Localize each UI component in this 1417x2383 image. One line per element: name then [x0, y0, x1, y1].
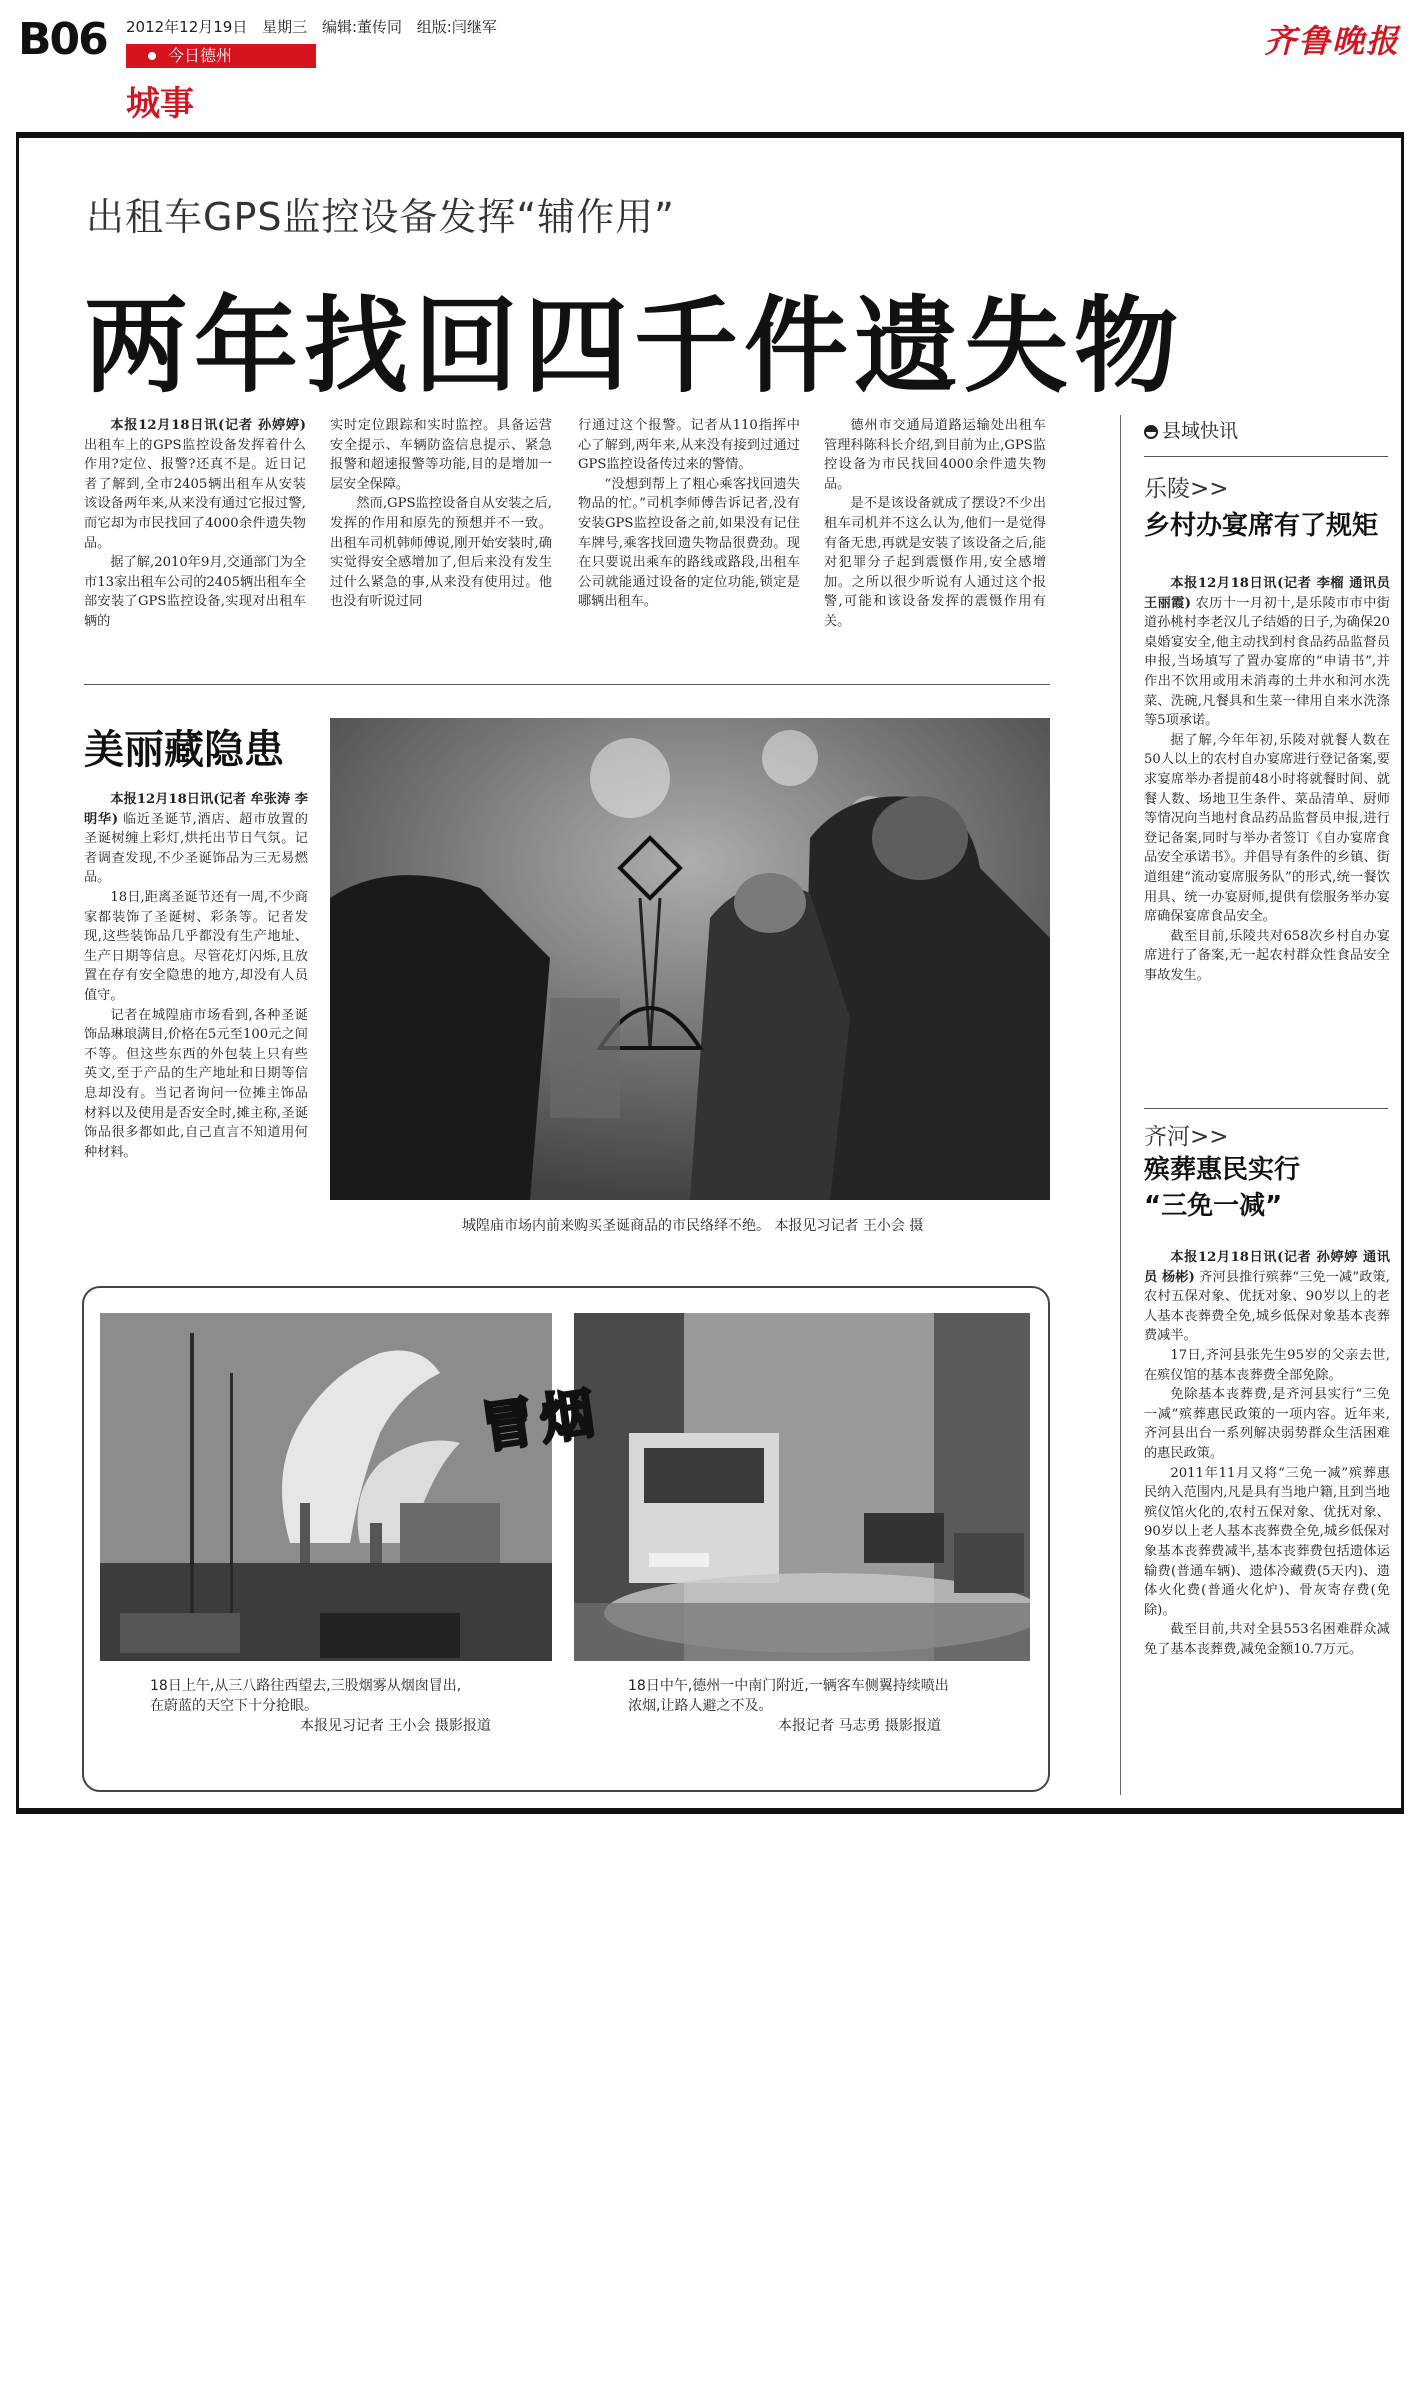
page-meta: [126, 16, 497, 37]
smoke-caption-a: [150, 1676, 491, 1736]
brief2-p3: 免除基本丧葬费,是齐河县实行“三免一减”殡葬惠民政策的一项内容。近年来,齐河县出台一系列解决弱势群众生活困难的惠民政策。: [1144, 1387, 1390, 1461]
issue-weekday: 星期三: [262, 18, 308, 36]
bus-exhaust-photo: [574, 1313, 1030, 1661]
frame-right-rule: [1401, 132, 1404, 1812]
brief1-p3: 截至目前,乐陵共对658次乡村自办宴席进行了备案,无一起农村群众性食品安全事故发生。: [1144, 928, 1390, 983]
smoke-caption-a-line1: 18日上午,从三八路往西望去,三股烟雾从烟囱冒出,: [150, 1678, 462, 1694]
main-col4-p2: 是不是该设备就成了摆设?不少出租车司机并不这么认为,他们一是觉得有备无患,再就是安装了该设备之后,能对犯罪分子起到震慑作用,安全感增加。之所以很少听说有人通过这个报警,可能和该设备发挥的震慑作用有关。: [824, 496, 1046, 629]
brief2-county: 齐河>>: [1144, 1124, 1229, 1150]
brief2-lead: 本报12月18日讯(记者 孙婷婷 通讯员 杨彬): [1144, 1250, 1390, 1285]
section-name: 城事: [126, 84, 194, 124]
main-story-bottom-rule: [84, 684, 1050, 685]
main-col2-p1: 实时定位跟踪和实时监控。具备运营安全提示、车辆防盗信息提示、紧急报警和超速报警等功能,目的是增加一层安全保障。: [330, 418, 552, 492]
main-column-1: [84, 416, 306, 632]
main-column-2: [330, 416, 552, 612]
brief2-p4: 2011年11月又将“三免一减”殡葬惠民纳入范围内,凡是具有当地户籍,且到当地殡仪馆火化的,农村五保对象、优抚对象、90岁以上老人基本丧葬费全免,城乡低保对象基本丧葬费减半,基本丧葬费包括遗体运输费(普通车辆)、遗体冷藏费(5天内)、遗体火化费(普通火化炉)、骨灰寄存费(免除)。: [1144, 1465, 1390, 1618]
main-col2-p2: 然而,GPS监控设备自从安装之后,发挥的作用和原先的预想并不一致。出租车司机韩师傅说,刚开始安装时,确实觉得安全感增加了,但后来没有发生过什么紧急的事,从来没有使用过。他也没有听说过同: [330, 496, 552, 610]
brief2-headline-line2: “三免一减”: [1144, 1191, 1283, 1221]
county-briefs-title: [1144, 416, 1238, 443]
editor-credit: 编辑:董传同: [321, 18, 402, 36]
smoke-stylized-title: 冒烟: [476, 1380, 605, 1461]
section-tab-label: 今日德州: [168, 46, 233, 65]
chimney-smoke-photo: [100, 1313, 552, 1661]
story2-title: 美丽藏隐患: [84, 727, 284, 773]
main-col1-p1: 出租车上的GPS监控设备发挥着什么作用?定位、报警?还真不是。近日记者了解到,全市2405辆出租车从安装该设备两年来,从来没有通过它报过警,而它却为市民找回了4000余件遗失物品。: [84, 437, 306, 551]
issue-date: 2012年12月19日: [126, 18, 248, 36]
story2-p2: 18日,距离圣诞节还有一周,不少商家都装饰了圣诞树、彩条等。记者发现,这些装饰品几乎都没有生产地址、生产日期等信息。尽管花灯闪烁,且放置在存有安全隐患的地方,却没有人员值守。: [84, 889, 308, 1003]
smoke-caption-a-line2: 在蔚蓝的天空下十分抢眼。: [150, 1698, 318, 1714]
main-kicker: 出租车GPS监控设备发挥“辅作用”: [86, 195, 675, 239]
main-col4-p1: 德州市交通局道路运输处出租车管理科陈科长介绍,到目前为止,GPS监控设备为市民找回4000余件遗失物品。: [824, 418, 1046, 492]
smoke-caption-b-line1: 18日中午,德州一中南门附近,一辆客车侧翼持续喷出: [628, 1678, 949, 1694]
christmas-market-photo: [330, 718, 1050, 1200]
frame-bottom-rule: [16, 1808, 1404, 1814]
briefs-title-rule: [1144, 456, 1388, 457]
frame-top-rule: [16, 132, 1404, 138]
layout-credit: 组版:闫继军: [416, 18, 497, 36]
county-briefs-title-text: 县域快讯: [1162, 420, 1239, 442]
story2-lead: 本报12月18日讯(记者 牟张涛 李明华): [84, 792, 308, 827]
bullet-icon: [148, 52, 156, 60]
page-number: B06: [18, 14, 107, 65]
main-lead: 本报12月18日讯(记者 孙婷婷): [110, 418, 306, 433]
brief2-p5: 截至目前,共对全县553名困难群众减免了基本丧葬费,减免金额10.7万元。: [1144, 1622, 1390, 1657]
section-tab: [126, 44, 316, 68]
brief-divider: [1144, 1108, 1388, 1109]
smoke-caption-b-line2: 浓烟,让路人避之不及。: [628, 1698, 773, 1714]
main-column-3: [578, 416, 800, 612]
christmas-photo-caption: 城隍庙市场内前来购买圣诞商品的市民络绎不绝。 本报见习记者 王小会 摄: [462, 1218, 924, 1234]
newspaper-brand: 齐鲁晚报: [1264, 22, 1401, 60]
main-col1-p2: 据了解,2010年9月,交通部门为全市13家出租车公司的2405辆出租车全部安装了GPS监控设备,实现对出租车辆的: [84, 555, 306, 629]
brief1-p1: 农历十一月初十,是乐陵市市中街道孙桃村李老汉儿子结婚的日子,为确保20桌婚宴安全,他主动找到村食品药品监督员申报,当场填写了置办宴席的“申请书”,并作出不饮用或用未消毒的土井水和河水洗菜、洗碗,凡餐具和生菜一律用自来水洗涤等5项承诺。: [1144, 595, 1390, 729]
brief2-p2: 17日,齐河县张先生95岁的父亲去世,在殡仪馆的基本丧葬费全部免除。: [1144, 1347, 1390, 1383]
story2-p3: 记者在城隍庙市场看到,各种圣诞饰品琳琅满目,价格在5元至100元之间不等。但这些东西的外包装上只有些英文,至于产品的生产地址和日期等信息却没有。当记者询问一位摊主饰品材料以及使用是否安全时,摊主称,圣诞饰品很多都如此,自己直言不知道用何种材料。: [84, 1007, 308, 1160]
main-column-4: [824, 416, 1046, 632]
main-col3-p1: 行通过这个报警。记者从110指挥中心了解到,两年来,从来没有接到过通过GPS监控设备传过来的警情。: [578, 418, 800, 473]
main-col3-p2: “没想到帮上了粗心乘客找回遗失物品的忙。”司机李师傅告诉记者,没有安装GPS监控设备之前,如果没有记住车牌号,乘客找回遗失物品很费劲。现在只要说出乘车的路线或路段,出租车公司就能通过设备的定位功能,锁定是哪辆出租车。: [578, 476, 800, 610]
half-circle-icon: [1144, 425, 1158, 439]
brief2-body: [1144, 1248, 1390, 1659]
smoke-caption-b: [628, 1676, 949, 1736]
story2-p1: 临近圣诞节,酒店、超市放置的圣诞树缠上彩灯,烘托出节日气氛。记者调查发现,不少圣诞饰品为三无易燃品。: [84, 811, 308, 886]
brief2-headline-line1: 殡葬惠民实行: [1144, 1155, 1301, 1185]
brief1-lead: 本报12月18日讯(记者 李榴 通讯员 王丽霞): [1144, 576, 1390, 611]
right-column-separator: [1120, 415, 1121, 1795]
brief2-p1: 齐河县推行殡葬“三免一减”政策,农村五保对象、优抚对象、90岁以上的老人基本丧葬费全免,城乡低保对象基本丧葬费减半。: [1144, 1269, 1390, 1344]
brief1-headline: 乡村办宴席有了规矩: [1144, 511, 1379, 541]
smoke-credit-a: 本报见习记者 王小会 摄影报道: [300, 1718, 491, 1734]
brief1-body: [1144, 574, 1390, 985]
smoke-credit-b: 本报记者 马志勇 摄影报道: [778, 1718, 941, 1734]
brief1-county: 乐陵>>: [1144, 476, 1229, 502]
brief1-p2: 据了解,今年年初,乐陵对就餐人数在50人以上的农村自办宴席进行登记备案,要求宴席举办者提前48小时将就餐时间、就餐人数、场地卫生条件、菜品清单、厨师等情况向当地村食品药品监督员申报,进行登记备案,同时与举办者签订《自办宴席食品安全承诺书》。并倡导有条件的乡镇、街道组建“流动宴席服务队”的形式,统一餐饮用具、统一办宴厨师,提供有偿服务举办宴席确保宴席食品安全。: [1144, 732, 1390, 925]
frame-left-rule: [16, 132, 19, 1812]
story2-body: [84, 790, 308, 1162]
main-headline: 两年找回四千件遗失物: [84, 285, 1185, 407]
brief2-headline: [1144, 1152, 1300, 1224]
